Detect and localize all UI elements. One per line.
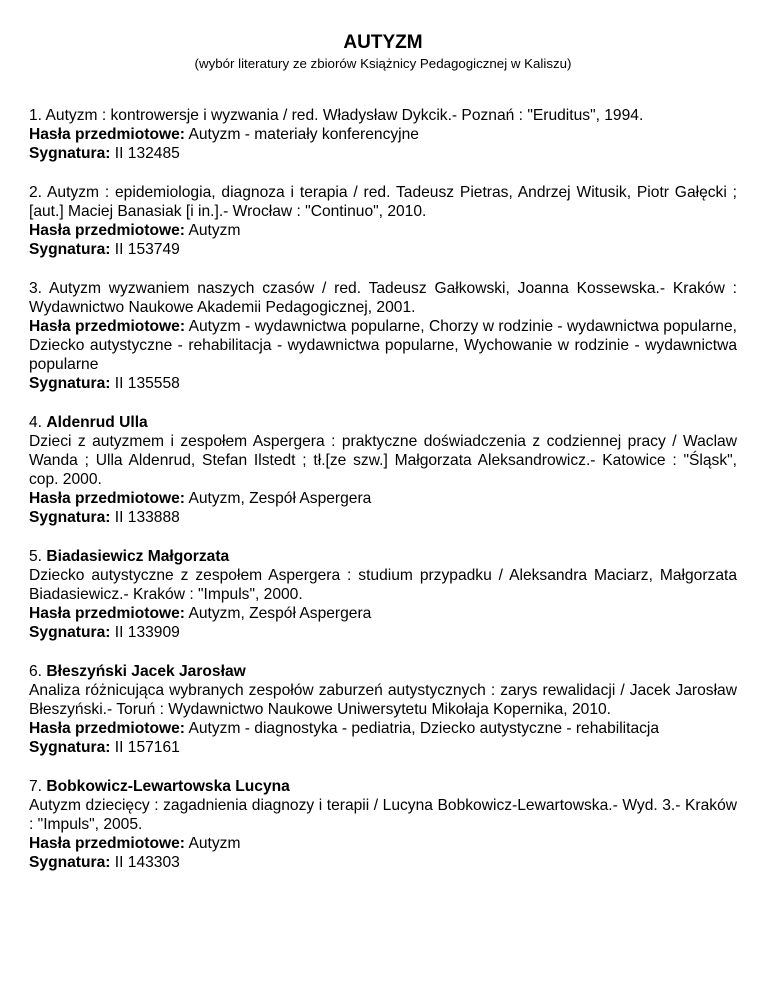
bibliography-entry (29, 662, 737, 757)
signature-label: Sygnatura: (29, 375, 111, 392)
signature-value: II 132485 (114, 145, 180, 162)
subjects-value: Autyzm - materiały konferencyjne (188, 126, 419, 143)
signature-label: Sygnatura: (29, 241, 111, 258)
document-page (29, 30, 737, 892)
entry-text: Autyzm : kontrowersje i wyzwania / red. Władysław Dykcik.- Poznań : "Eruditus", 1994. (45, 107, 644, 124)
subjects-label: Hasła przedmiotowe: (29, 126, 185, 143)
entry-number: 3. (29, 280, 43, 297)
signature-label: Sygnatura: (29, 145, 111, 162)
entry-heading (29, 662, 737, 681)
entry-text: Dziecko autystyczne z zespołem Aspergera : studium przypadku / Aleksandra Maciarz, Małgorzata Biadasiewicz.- Kraków : "Impuls", 2000. (29, 567, 737, 603)
entry-heading (29, 413, 737, 432)
subjects-label: Hasła przedmiotowe: (29, 490, 185, 507)
signature-value: II 143303 (114, 854, 180, 871)
entry-text: Autyzm : epidemiologia, diagnoza i terapia / red. Tadeusz Pietras, Andrzej Witusik, Piotr Gałęcki ; [aut.] Maciej Banasiak [i in.].- Wrocław : "Continuo", 2010. (29, 184, 737, 220)
subjects-value: Autyzm (188, 835, 241, 852)
entry-description (29, 106, 737, 125)
entry-author: Aldenrud Ulla (46, 414, 148, 431)
signature-label: Sygnatura: (29, 739, 111, 756)
subjects-value: Autyzm (188, 222, 241, 239)
signature-label: Sygnatura: (29, 854, 111, 871)
bibliography-entry (29, 547, 737, 642)
entry-subjects (29, 221, 737, 240)
entry-subjects (29, 719, 737, 738)
entry-text: Analiza różnicująca wybranych zespołów zaburzeń autystycznych : zarys rewalidacji / Jacek Jarosław Błeszyński.- Toruń : Wydawnictwo Naukowe Uniwersytetu Mikołaja Kopernika, 2010. (29, 682, 737, 718)
entry-number: 5. (29, 548, 43, 565)
entry-signature (29, 853, 737, 872)
bibliography-entry (29, 777, 737, 872)
entry-signature (29, 144, 737, 163)
subjects-value: Autyzm - diagnostyka - pediatria, Dziecko autystyczne - rehabilitacja (188, 720, 660, 737)
entry-subjects (29, 125, 737, 144)
entry-signature (29, 623, 737, 642)
page-subtitle: (wybór literatury ze zbiorów Książnicy Pedagogicznej w Kaliszu) (194, 56, 572, 71)
signature-label: Sygnatura: (29, 509, 111, 526)
entry-number: 1. (29, 107, 43, 124)
subjects-value: Autyzm, Zespół Aspergera (188, 490, 372, 507)
entry-signature (29, 738, 737, 757)
signature-value: II 135558 (114, 375, 180, 392)
entry-subjects (29, 604, 737, 623)
entry-author: Bobkowicz-Lewartowska Lucyna (46, 778, 290, 795)
signature-value: II 133888 (114, 509, 180, 526)
signature-value: II 153749 (114, 241, 180, 258)
entry-heading (29, 547, 737, 566)
entry-subjects (29, 489, 737, 508)
entry-subjects (29, 317, 737, 374)
entry-signature (29, 240, 737, 259)
entry-subjects (29, 834, 737, 853)
entry-heading (29, 777, 737, 796)
signature-value: II 133909 (114, 624, 180, 641)
bibliography-entry (29, 279, 737, 393)
subjects-label: Hasła przedmiotowe: (29, 222, 185, 239)
entry-description (29, 183, 737, 221)
signature-value: II 157161 (114, 739, 180, 756)
bibliography-entry (29, 413, 737, 527)
entry-author: Błeszyński Jacek Jarosław (46, 663, 246, 680)
entry-text: Dzieci z autyzmem i zespołem Aspergera : praktyczne doświadczenia z codziennej pracy / Waclaw Wanda ; Ulla Aldenrud, Stefan Ilstedt ; tł.[ze szw.] Małgorzata Aleksandrowicz.- Katowice : "Śląsk", cop. 2000. (29, 433, 737, 488)
bibliography-entry (29, 106, 737, 163)
entry-signature (29, 508, 737, 527)
subjects-value: Autyzm - wydawnictwa popularne, Chorzy w rodzinie - wydawnictwa popularne, Dziecko autystyczne - rehabilitacja - wydawnictwa popularne, Wychowanie w rodzinie - wydawnictwa popularne (29, 318, 737, 373)
entry-number: 7. (29, 778, 43, 795)
subjects-label: Hasła przedmiotowe: (29, 318, 186, 335)
entry-text: Autyzm wyzwaniem naszych czasów / red. Tadeusz Gałkowski, Joanna Kossewska.- Kraków : Wydawnictwo Naukowe Akademii Pedagogicznej, 2001. (29, 280, 737, 316)
subjects-label: Hasła przedmiotowe: (29, 835, 185, 852)
entry-number: 4. (29, 414, 43, 431)
entry-number: 2. (29, 184, 43, 201)
page-title: AUTYZM (343, 32, 423, 53)
entry-author: Biadasiewicz Małgorzata (46, 548, 230, 565)
subjects-value: Autyzm, Zespół Aspergera (188, 605, 372, 622)
entry-signature (29, 374, 737, 393)
entry-description (29, 279, 737, 317)
signature-label: Sygnatura: (29, 624, 111, 641)
bibliography-entry (29, 183, 737, 259)
entry-text: Autyzm dziecięcy : zagadnienia diagnozy i terapii / Lucyna Bobkowicz-Lewartowska.- Wyd. 3.- Kraków : "Impuls", 2005. (29, 797, 737, 833)
subjects-label: Hasła przedmiotowe: (29, 720, 185, 737)
entry-number: 6. (29, 663, 43, 680)
subjects-label: Hasła przedmiotowe: (29, 605, 185, 622)
